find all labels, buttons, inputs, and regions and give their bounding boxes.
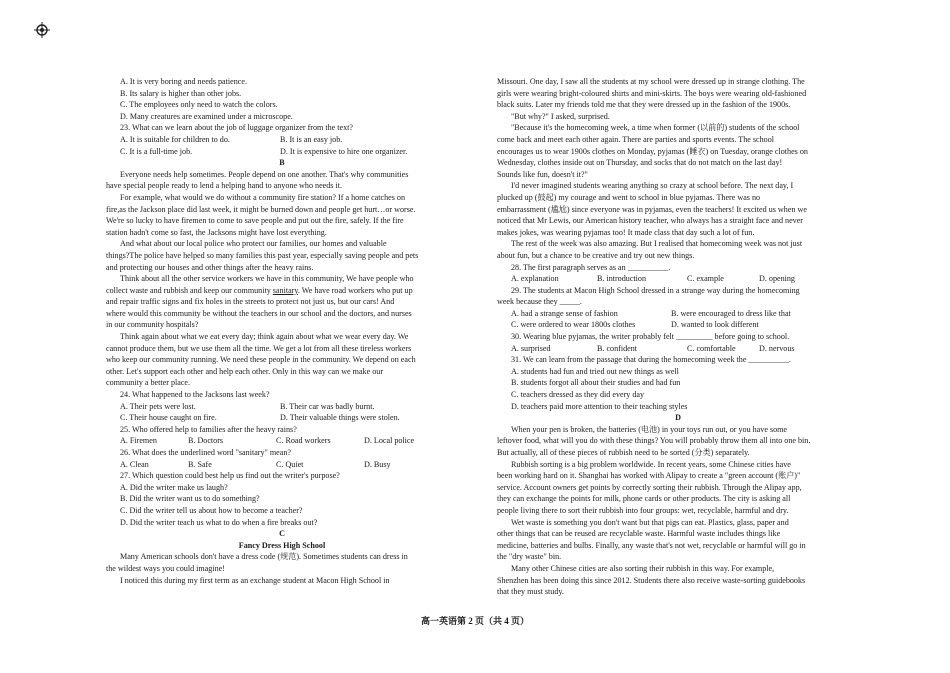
page-number-footer: 高一英语第 2 页（共 4 页） [420, 616, 529, 626]
q24-options-ab [106, 401, 458, 413]
passage-d-line: Many other Chinese cities are also sorting their rubbish in this way. For example, [511, 563, 775, 573]
option: A. It is suitable for children to do. [120, 134, 230, 144]
q27-option-c: C. Did the writer tell us about how to become a teacher? [120, 505, 303, 515]
passage-c-line: I noticed this during my first term as an exchange student at Macon High School in [120, 575, 390, 585]
passage-d-line: Rubbish sorting is a big problem worldwide. In recent years, some Chinese cities have [511, 459, 791, 469]
option: C. Road workers [276, 436, 331, 446]
q27-option-b: B. Did the writer want us to do something? [120, 494, 260, 504]
passage-c-line: girls were wearing bright-coloured shirts and mini-skirts. The boys were wearing old-fashioned [497, 88, 807, 98]
passage-b-line: Everyone needs help sometimes. People depend on one another. That's why communities [120, 169, 409, 179]
q29-stem: 29. The students at Macon High School dressed in a strange way during the homecoming [511, 285, 800, 295]
q25-stem: 25. Who offered help to families after the heavy rains? [120, 424, 297, 434]
passage-b-line: other. Let's support each other and help each other. Only in this way can we make our [106, 366, 384, 376]
q26-stem: 26. What does the underlined word "sanitary" mean? [120, 448, 291, 457]
option: B. introduction [597, 274, 647, 284]
q26-options [106, 459, 458, 471]
q23-options-ab [106, 134, 458, 146]
passage-d-line: service. Account owners get points by correctly sorting their rubbish. Through the Alipay app, [497, 482, 802, 492]
q29-stem-cont: week because they _____. [497, 297, 582, 307]
q31-option-d: D. teachers paid more attention to their teaching styles [511, 401, 688, 411]
registration-mark-icon [34, 22, 50, 38]
underlined-word: sanitary [272, 285, 298, 295]
option: D. nervous [759, 343, 795, 353]
passage-b-line: things?The police have helped so many families this past year, especially saving people and pets [106, 250, 419, 260]
q31-option-a: A. students had fun and tried out new things as well [511, 366, 679, 376]
passage-b-line: and repair traffic signs and fix holes in the streets to protect not just us, but our cars! And [106, 297, 395, 307]
option: C. were ordered to wear 1800s clothes [511, 320, 636, 330]
passage-c-line: Sounds like fun, doesn't it?" [497, 169, 588, 179]
passage-c-line: the wildest ways you could imagine! [106, 563, 225, 573]
passage-b-line: have special people ready to lend a helping hand to anyone who needs it. [106, 181, 342, 191]
right-column [497, 76, 859, 598]
q31-stem: 31. We can learn from the passage that during the homecoming week the __________. [511, 355, 791, 365]
option: C. Their house caught on fire. [120, 413, 217, 423]
option: D. Their valuable things were stolen. [280, 413, 400, 423]
option: D. It is expensive to hire one organizer. [280, 146, 408, 156]
option: C. example [687, 274, 724, 284]
passage-c-line: Many American schools don't have a dress code (规范). Sometimes students can dress in [120, 552, 408, 562]
passage-d-line: the "dry waste" bin. [497, 552, 562, 562]
option: C. Quiet [276, 459, 304, 469]
passage-b-line: where would this community be without the teachers in our school and the doctors, and nurses [106, 308, 412, 318]
passage-c-line: encourages us to wear 1900s clothes on Monday, pyjamas (睡衣) on Tuesday, orange clothes on [497, 146, 808, 156]
passage-d-line: leftover food, what will you do with these things? You will probably throw them all into one bin. [497, 436, 811, 446]
q23-stem: 23. What can we learn about the job of luggage organizer from the text? [120, 123, 353, 133]
passage-c-line: black suits. Later my friends told me that they were dressed up in the fashion of the 1900s. [497, 100, 791, 110]
q22-option-a: A. It is very boring and needs patience. [120, 77, 247, 86]
passage-c-title: Fancy Dress High School [238, 540, 326, 550]
passage-c-line: noticed that Mr Lewis, our American history teacher, who always has a straight face and never [497, 216, 804, 226]
passage-d-line: other things that can be reused are recyclable waste. Harmful waste includes things like [497, 529, 781, 539]
option: B. confident [597, 343, 638, 353]
q30-stem: 30. Wearing blue pyjamas, the writer probably felt _________ before going to school. [511, 332, 790, 342]
option: D. Busy [364, 459, 391, 469]
passage-d-line: people living there to sort their rubbish into four groups: wet, recyclable, harmful and dry. [497, 505, 789, 515]
option: A. Their pets were lost. [120, 401, 196, 411]
q23-options-cd [106, 146, 458, 158]
passage-c-line: makes jokes, was wearing pyjamas too! It made class that day such a lot of fun. [497, 227, 755, 237]
option: B. Safe [188, 459, 212, 469]
passage-b-line: cannot produce them, but we use them all the time. We get a lot from all these tireless workers [106, 343, 412, 353]
passage-b-line: and protecting our houses and other things after the heavy rains. [106, 262, 314, 272]
option: B. Their car was badly burnt. [280, 401, 375, 411]
q28-stem: 28. The first paragraph serves as an __________. [511, 262, 671, 272]
option: D. wanted to look different [671, 320, 759, 330]
section-b-heading: B [279, 158, 285, 168]
q29-options-cd [497, 319, 859, 331]
passage-b-line-sanitary: collect waste and rubbish and keep our community sanitary. We have road workers who put up [106, 285, 413, 295]
option: A. Firemen [120, 436, 157, 446]
q27-option-a: A. Did the writer make us laugh? [120, 482, 228, 492]
option: D. Local police [364, 436, 415, 446]
passage-b-line: Think again about what we eat every day; think again about what we wear every day. We [120, 332, 409, 342]
passage-c-line: The rest of the week was also amazing. But I realised that homecoming week was not just [511, 239, 803, 249]
option: A. had a strange sense of fashion [511, 308, 618, 318]
passage-d-line: Shenzhen has been doing this since 2012. Students there also receive waste-sorting guidebooks [497, 575, 806, 585]
q31-option-b: B. students forgot all about their studies and had fun [511, 378, 681, 388]
option: B. It is an easy job. [280, 134, 343, 144]
passage-b-line: For example, what would we do without a community fire station? If a home catches on [120, 192, 406, 202]
section-c-heading: C [279, 529, 285, 539]
q22-option-b: B. Its salary is higher than other jobs. [120, 88, 242, 98]
q22-option-d: D. Many creatures are examined under a microscope. [120, 111, 293, 121]
option: A. Clean [120, 459, 149, 469]
passage-b-line: fire,as the Jackson place did last week, it might be burned down and people get hurt…or worse. [106, 204, 416, 214]
passage-b-line: in our community hospitals? [106, 320, 199, 330]
passage-d-line: that they must study. [497, 587, 564, 597]
passage-d-line: But actually, all of these pieces of rubbish need to be sorted (分类) separately. [497, 448, 750, 457]
q24-options-cd [106, 412, 458, 424]
q22-option-c: C. The employees only need to watch the colors. [120, 100, 278, 110]
q27-option-d: D. Did the writer teach us what to do when a fire breaks out? [120, 517, 318, 527]
passage-d-line: When your pen is broken, the batteries (电池) in your toys run out, or you have some [511, 424, 788, 434]
option: C. comfortable [687, 343, 736, 353]
option: A. surprised [511, 343, 551, 353]
passage-b-line: Think about all the other service workers we have in this community, We have people who [120, 274, 414, 284]
passage-c-line: "Because it's the homecoming week, a time when former (以前的) students of the school [511, 123, 800, 133]
passage-c-line: I'd never imagined students wearing anything so crazy at school before. The next day, I [511, 181, 794, 191]
passage-c-line: embarrassment (尴尬) since everyone was in pyjamas, even the teachers! It excited us when we [497, 204, 807, 214]
option: B. were encouraged to dress like that [671, 308, 791, 318]
passage-c-line: Missouri. One day, I saw all the students at my school were dressed up in strange clothing. The [497, 77, 805, 86]
q24-stem: 24. What happened to the Jacksons last week? [120, 390, 270, 400]
q29-options-ab [497, 308, 859, 320]
q30-options [497, 343, 859, 355]
passage-b-line: who keep our community running. We need these people in the community. We depend on each [106, 355, 416, 365]
passage-d-line: Wet waste is something you don't want but that pigs can eat. Plastics, glass, paper and [511, 517, 789, 527]
left-column [106, 76, 458, 586]
passage-d-line: medicine, batteries and bulbs. Finally, any waste that's not wet, recyclable or harmful will go in [497, 540, 806, 550]
option: A. explanation [511, 274, 559, 284]
passage-c-line: Wednesday, clothes inside out on Thursday, and socks that do not match on the last day! [497, 158, 783, 168]
passage-c-line: plucked up (鼓起) my courage and went to school in blue pyjamas. There was no [497, 192, 761, 202]
passage-b-line: And what about our local police who protect our families, our homes and valuable [120, 239, 387, 249]
q27-stem: 27. Which question could best help us find out the writer's purpose? [120, 471, 340, 481]
passage-b-line: community a better place. [106, 378, 191, 388]
passage-c-line: come back and meet each other again. There are parties and sports events. The school [497, 134, 775, 144]
q28-options [497, 273, 859, 285]
passage-d-line: they can exchange the points for milk, phone cards or other products. The city is asking all [497, 494, 791, 504]
q25-options [106, 435, 458, 447]
option: D. opening [759, 274, 795, 284]
section-d-heading: D [675, 413, 681, 423]
passage-b-line: station hadn't come so fast, the Jacksons might have lost everything. [106, 227, 327, 237]
passage-d-line: been working hard on it. Shanghai has worked with Alipay to create a "green account (账户)" [497, 471, 801, 481]
option: B. Doctors [188, 436, 224, 446]
passage-c-line: about fun, but a chance to be creative and try out new things. [497, 250, 695, 260]
option: C. It is a full-time job. [120, 146, 193, 156]
passage-c-line: "But why?" I asked, surprised. [511, 111, 610, 121]
passage-b-line: We're so lucky to have firemen to come to save people and put out the fire, safely. If the fire [106, 216, 404, 226]
q31-option-c: C. teachers dressed as they did every day [511, 390, 645, 400]
